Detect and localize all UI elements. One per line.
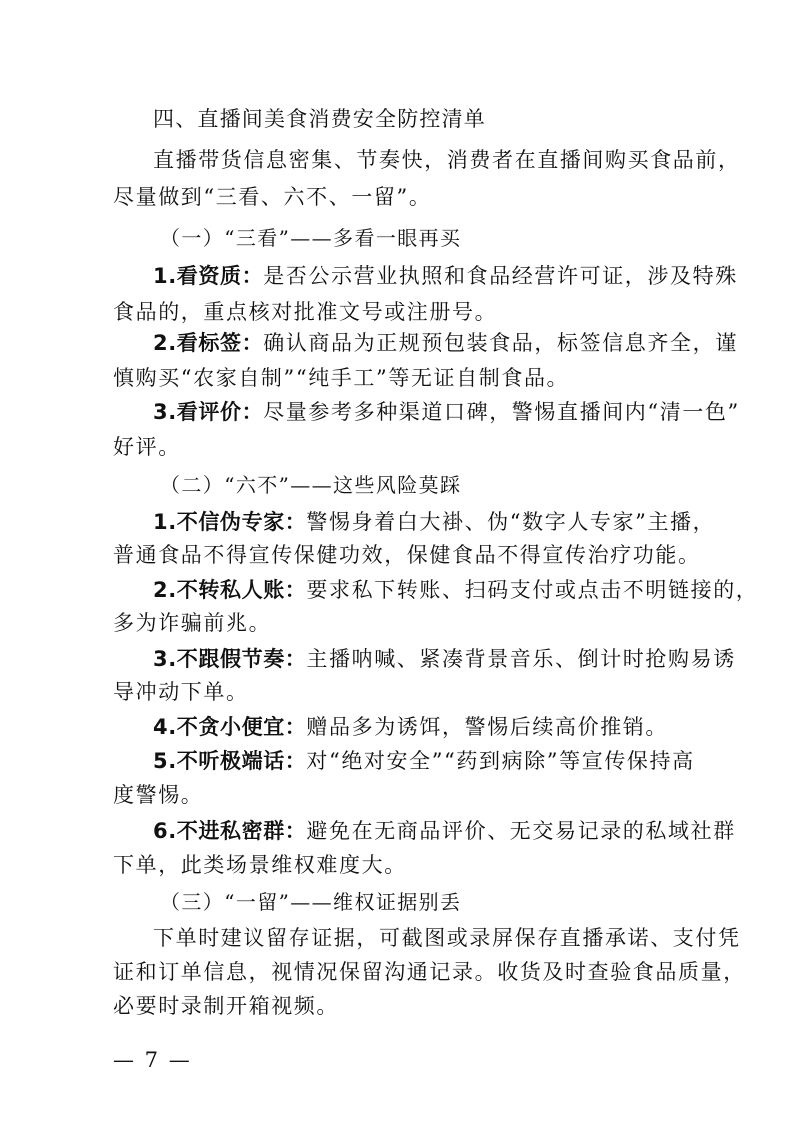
item-lead: 6.不进私密群： <box>153 819 307 843</box>
subsection-title-three-looks: （一）“三看”——多看一眼再买 <box>160 226 462 250</box>
item-text-continued: 多为诈骗前兆。 <box>113 611 272 635</box>
item-text-continued: 普通食品不得宣传保健功效，保健食品不得宣传治疗功能。 <box>113 543 701 567</box>
item-text: 主播呐喊、紧凑背景音乐、倒计时抢购易诱 <box>306 647 736 671</box>
item-text-continued: 度警惕。 <box>113 783 204 807</box>
page-number: — 7 — <box>113 1048 192 1072</box>
paragraph-line: 下单时建议留存证据，可截图或录屏保存直播承诺、支付凭 <box>153 926 741 950</box>
item-lead: 5.不听极端话： <box>153 749 307 773</box>
item-text: 避免在无商品评价、无交易记录的私域社群 <box>306 819 736 843</box>
intro-line: 直播带货信息密集、节奏快，消费者在直播间购买食品前， <box>153 148 741 172</box>
list-item <box>153 327 738 359</box>
list-item <box>153 711 698 743</box>
item-lead: 4.不贪小便宜： <box>153 715 307 739</box>
item-text: 确认商品为正规预包装食品，标签信息齐全，谨 <box>263 331 738 355</box>
item-text: 尽量参考多种渠道口碑，警惕直播间内“清一色” <box>263 400 740 424</box>
subsection-title-six-nos: （二）“六不”——这些风险莫踩 <box>160 473 462 497</box>
item-text: 警惕身着白大褂、伪“数字人专家”主播， <box>306 510 716 534</box>
item-lead: 1.看资质： <box>153 264 264 288</box>
list-item <box>153 574 759 606</box>
item-text-continued: 好评。 <box>113 435 181 459</box>
item-text-continued: 下单，此类场景维权难度大。 <box>113 853 407 877</box>
section-heading: 四、直播间美食消费安全防控清单 <box>153 107 486 131</box>
item-text-continued: 食品的，重点核对批准文号或注册号。 <box>113 300 498 324</box>
item-lead: 2.看标签： <box>153 331 264 355</box>
subsection-title-one-keep: （三）“一留”——维权证据别丢 <box>160 890 462 914</box>
item-text: 对“绝对安全”“药到病除”等宣传保持高 <box>306 749 695 773</box>
item-text-continued: 慎购买“农家自制”“纯手工”等无证自制食品。 <box>113 366 570 390</box>
list-item <box>153 396 740 428</box>
paragraph-line: 必要时录制开箱视频。 <box>113 994 339 1018</box>
item-text: 是否公示营业执照和食品经营许可证，涉及特殊 <box>263 264 738 288</box>
list-item <box>153 260 738 292</box>
paragraph-line: 证和订单信息，视情况保留沟通记录。收货及时查验食品质量， <box>113 960 746 984</box>
item-text: 赠品多为诱饵，警惕后续高价推销。 <box>306 715 668 739</box>
item-text: 要求私下转账、扫码支付或点击不明链接的， <box>306 578 759 602</box>
item-lead: 3.看评价： <box>153 400 264 424</box>
list-item <box>153 745 698 777</box>
item-lead: 3.不跟假节奏： <box>153 647 307 671</box>
item-lead: 1.不信伪专家： <box>153 510 307 534</box>
intro-line: 尽量做到“三看、六不、一留”。 <box>113 185 432 209</box>
list-item <box>153 506 716 538</box>
list-item <box>153 815 736 847</box>
list-item <box>153 643 736 675</box>
item-text-continued: 导冲动下单。 <box>113 680 249 704</box>
item-lead: 2.不转私人账： <box>153 578 307 602</box>
